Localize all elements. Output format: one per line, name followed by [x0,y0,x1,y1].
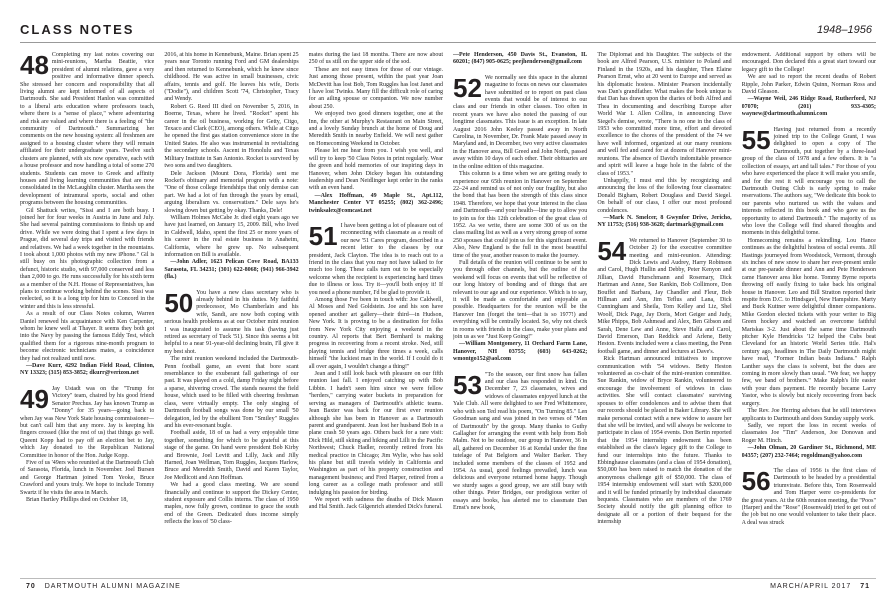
note-paragraph: Jay Ustadt was on the "Trump for Victory" team, chaired by his good friend Senator Prechus. Jay has known Trump as "Donny" for 35 years—going back to when Jay was New York State housing commissioner—but can't call him that any more. Jay is keeping his fingers crossed (like the rest of us) that things go well. Queent Kopp had to pay off an election bet to Jay, which Jay donated to the Republican National Committee in honor of the Hon. Judge Kopp. [20,385,155,459]
note-paragraph: As a result of our Class Notes column, Warren Daniel renewed his acquaintance with Ken Carpenter, whom he knew well at Thayer. It seems they both got into the Navy by passing the famous Eddy Test, which qualified them for a rigorous nine-month program to become electronic technicians mates, a coincidence they had not realized until now. [20,311,155,362]
note-paragraph: Rick Hartman announced initiatives to improve communication with '54 widows. Betty Heston volunteered as co-chair of the mini-reunion committee. Sue Rankin, widow of Bryce Rankin, volunteered to encourage the involvement of widows in class activities. She will contact classmates' surviving spouses to offer condolences and to advise them that our records should be placed in Baker Library. She will make personal contact with a new widow to assure her that she will be invited, and will always be welcome to participate in class of 1954 events. Don Bertin reported that the 1954 internship endowment has been established as the class's legacy gift to the College to fund our internships into the future. Thanks to Ebbinghause classmates (and a class of 1954 donation), $50,000 has been raised to match the donation of the anonymous challenge gift of $50,000. The class of 1954 internship endowment will start with $200,000 and it will be funded primarily by individual classmate bequests. Classmates who are members of the 1769 Society should notify the gift planning office to designate all or a portion of their bequest for the internship [597,356,732,526]
right-page-number: 71 [860,583,870,590]
class-year-number: 54 [597,235,627,266]
note-paragraph: 2016, at his home in Kennebunk, Maine. Brian spent 25 years near Toronto running Ford and GM dealerships and then returned to Kennebunk, which he knew since childhood. He was active in small businesses, civic affairs, tennis and golf. He leaves his wife, Doris ("Dodie"), and children Scott '74, Christopher, Tracy and Wendy. [164,52,299,103]
secretary-signature: —William Montgomery, 11 Orchard Farm Lane, Hanover, NH 03755; (603) 643-0262; wmontgo152@aol.com [452,341,588,363]
note-paragraph: The class of 1956 is the first class of Dartmouth to be headed by a presidential triumvirate. Before this, Tom Rosenwald and Tom Harper were co-presidents for the great years. At the 60th reunion meeting, the "Poos" (Harper) and the "Rose" (Rosenwald) tried to get out of the job but no one would volunteer to take their place. A deal was struck [741,467,876,526]
note-paragraph: Homecoming remains a rekindling. Lou Hance continues as the delightful hostess of social events. Jill Hastings journeyed from Woodstock, Vermont, through six inches of new snow to share her ever-present smile at our pre-parade dinner and Ann and Pete Henderson came Hanover area like home. Tommy Byrne reports throwing off easily fixing to take back his original house in Hanover. Leo and Bill Stratton reported their respite from D.C. to Hindsgavl, New Hampshire. Marty and Buck Kuttner were delightful dinner companions. Mike Gordon elected tickets with your writer to Big Green hockey and watched an overcome faithful Mariskas 3-2. Just about the same time Dartmouth pitcher Kyle Hendricks '12 helped the Cubs beat Cleveland for an historic World Series title. Hal's century ago, headlines in The Daily Dartmouth might have read, "Former Indian beats Indians." Ralph Lanther says the class is solvent, but the dues are coming in more slowly than usual. "We fear, we happy few, we band of brothers." Make Ralph's life easier with your dues payment. He recently became Larry Yastor, who is slowly but nicely recovering from back surgery. [741,237,876,407]
note-paragraph: Five of us '49ers who reunited at the Dartmouth Club of Sarasota, Florida, lunch in November. Joel Bursen and George Hartman joined Tom Yeoke, Bruce Crawford and yours truly. We hope to include Tommy Swartz if he visits the area in March. [20,459,155,496]
note-paragraph: Dele Jackson (Mount Dora, Florida) sent me Rocket's obituary and memorial program with a note: "One of those college friendships that only demise can part. We had a lot of fun through the years by email, arguing liberalism vs. conservatism." Dele says he's slowing down but getting by okay. Thanks, Dele! [164,170,299,214]
publication-name: DARTMOUTH ALUMNI MAGAZINE [44,583,181,590]
class-entry [741,465,876,527]
secretary-signature: —John Olman, 20 Gardiner St., Richmond, ME 04357; (207) 232-7464; rogoldman@yahoo.com [741,445,876,459]
notes-column [597,52,731,572]
note-paragraph: Please let me hear from you. I wish you well, and will try to keep '50 Class Notes in print regularly. Wear the green and hold memories of our inspiring days in Hanover, when John Dickey began his outstanding leadership and Dean Neidlinger kept order in the ranks with an even hand. [308,148,443,192]
note-paragraph: Jean and I still look back with pleasure on our fifth reunion last fall. I enjoyed catching up with Bob Libbin. I hadn't seen him since we were fellow "herders," carrying water buckets in preparation for serving as managers of Dartmouth's athletic teams. Jean Baxter was back for our first ever reunion although she has been in Hanover as a Dartmouth parent and grandparent. Jean lost her husband Bob in a plane crash 50 years ago. Others back for a rare visit: Dick Hild, still skiing and hiking and Lilli in the Pacific Northwest; Chuck Hadler, recently retired from his medical practice in Chicago; Jim Wylie, who has sold his plane but still travels widely in California and Washington as part of his property construction and management business; and Fred Harper, retired from a long career as a college math professor and still indulging his passion for birding. [308,371,443,496]
class-entry [309,52,443,215]
note-paragraph: This column is a time when we are getting ready to experience our 65th reunion in Hanover on September 22–24 and remind us of not only our fragility, but also the bond that has been the strength of this class since 1948. Therefore, we hope that your interest in the class and Dartmouth—and your health—line up to allow you to join us for this 12th celebration of the great class of 1952. As we write, there are some 300 of us on the class mailing list as well as a very strong group of some 250 spouses that could join us for this significant event. Also, New England is the full in the most beautiful time of the year, another reason to make the journey. [452,171,588,259]
note-paragraph: Among those I've been in touch with: Joe Caldwell, Al Moses and Ned Goldstein. Joe and his son have opened another art gallery—their third—in Hudson, New York. It is proving to be a destination for folks from New York City enjoying a weekend in the country. Al reports that Bert Bernhard is making progress in recovering from a recent stroke. Ned, still playing tennis and bridge three times a week, calls himself "the luckiest man in the world. If I could do it all over again, I wouldn't change a thing!" [308,297,443,370]
note-paragraph: We normally see this space in the alumni magazine to focus on news our classmates have submitted or to report on past class events that would be of interest to our class and our friends in other classes. Too often in recent years we have also noted the passing of our longtime classmates. This issue is an exception. In late August 2016 John Keeley passed away in North Carolina, in November, Dr. Frank Mate passed away in Maryland and, in December, two very active classmates in the Hanover area, Bill Greed and John North, passed away within 10 days of each other. Their obituaries are in the online edition of this magazine. [452,74,588,170]
note-paragraph: Full details of the reunion will continue to be sent to you through other channels, but the outline of the weekend will focus on events that will be reflective of our long history of bonding and of things that are relevant to our age and our experience. Which is to say, it will be made as comfortable and enjoyable as possible. Headquarters for the reunion will be the Hanover Inn (forget the tent—that is so 1977!) and everything will be centrally located. So, why not check in rooms with friends in the class, make your plans and join us as we "Just Keep Going!" [452,259,588,341]
footer-right [770,583,876,590]
note-paragraph: You have a new class secretary who is already behind in his duties. My faithful predecessor, Mo Chamberlain and his wife, Sandi, are now both coping with serious health problems as at our October mini reunion I was inaugurated to assume his task (having just retired as secretary of Tuck '51). Since this seems a bit helpful to a near 91-year-old declining brain, I'll give it my best shot. [164,289,299,355]
note-paragraph: We had a good class meeting. We are sound financially and continue to support the Dickey Center, student exposure and Collis interns. The class of 1950 maples, now fully grown, continue to grace the south end of the Green. Dedicated dues income simply reflects the loss of '50 class- [164,482,299,526]
class-entry [20,383,155,505]
footer-left [20,583,181,590]
note-paragraph: Football aside, 18 of us had a very enjoyable time together, something for which to be grateful at this stage of the game. On hand were president Bob Kirby and Brownie, Joel Levitt and Lilly, Jack and Jilly Harned, Joan Wellman, Tom Ruggles, Jacques Harlow, Bruce and Meredith Smith, David and Karen Taylor, Joe Medlicott and Ann Hoffman. [164,430,299,481]
note-paragraph: Sadly, we report the loss in recent weeks of classmates Joe "Tim" Anderson, Joe Donovan and Roger M. Hinch. [741,422,876,444]
class-year-number: 56 [741,465,771,496]
note-paragraph: "To the season, our first snow has fallen and our class has responded in kind. On December 7, 23 classmates, wives and widows of classmates enjoyed lunch at the Yale Club. All were delighted to see Fred Whittemore, who with son Ted read his poem, "On Turning 85." Len Goodman sang and was joined in two verses of "Men of Dartmouth" by the group. Many thanks to Guthy Gallagher for arranging the event with help from Bob Malm. Not to be outdone, our group in Hanover, 36 in all, gathered on December 16 at Kendal under the fine tutelage of Pat Belgiorn and Walter Barker. They included some members of the classes of 1952 and 1954. As usual, good feelings prevailed, lunch was delicious and everyone returned home happy. Though we sturdy sages a good group, we are still busy with other things. Peter Bridges, our prodigious writer of essays and books, has alerted me to classmate Dan Ernst's new book, [452,371,588,511]
secretary-signature: —John Adler, 1623 Pelican Cove Road, BA133 Sarasota, FL 34231; (301) 622-8068; (941) 966-3942 (fla.) [164,259,299,281]
class-entry [452,72,588,364]
note-paragraph: We returned to Hanover (September 30 to October 2) for the executive committee meeting and mini-reunion. Attending: Dick Lewis and Audrey, Harry Robinson and Carol, Hugh Hullin and Debby, Peter Kenyon and Jillian, David Hurschmann and Rosemary, Dick Hartman and Anne, Sue Rankin, Bob Collimore, Don Bouffet and Barbara, Jay Chandler and Fleur, Bob Hillman and Ann, Jim Teflus and Lana, Dick Cunningham and Sheila, Tom Kelley and Liz, Shel Woolf, Dick Page, Jay Doris, Mort Geiger and Judy, Mike Phipps, Bob Ashmead and Alex, Ben Gibson and Sarah, Dene Lew and Anne, Steve Halfa and Carol, David Emerson, Dan Reddick and Arlene, Betty Heston. Events included were a class meeting, the Penn football game, and dinner and lectures at Dave's. [597,237,732,355]
note-paragraph: We are sad to report the recent deaths of Robert Ripple, John Parker, Edwin Quinn, Norman Ross and David Gleason. [741,74,876,96]
secretary-signature: —Alex Hoffman, 49 Maple St., Apt.112, Manchester Center VT 05255; (802) 362-2496; twinksalex@comcast.net [308,192,443,214]
note-paragraph: Completing my last notes covering our mini-reunions, Martha Beattie, vice president of alumni relations, gave a very positive and informative dinner speech. She stressed her concern and responsibility that all living alumni are kept informed of all aspects of Dartmouth. She said President Hanlon was committed to a liberal arts education where professors teach, where there is a "sense of place," where adventuring and risk are valued and where there is a feeling of "the community of Dartmouth." Summarizing her comments on the new housing system: all freshmen are assigned to a housing cluster where they will remain affiliated for their undergraduate years. Twelve such clusters are planned, with six now operative, each with a house professor and now handling a total of some 270 students. Students can move to Greek and affinity houses and living learning communities that are now consolidated in the McLaughlin cluster. Martha sees the development of intramural sports, social and other programs between the housing communities. [20,52,155,207]
class-entry [597,52,731,230]
class-entry [597,235,732,527]
class-year-number: 49 [20,383,49,414]
note-paragraph: endowment. Additional support by others will be encouraged. Don declared this a great start toward our legacy gift to the College! [741,52,876,73]
class-entry [453,52,587,67]
note-paragraph: I have been getting a lot of pleasure out of reconnecting with classmate as a result of our new '51 Cares program, described in a recent letter to the classes by our president, Jack Clayton. The idea is to reach out to a friend in the class that you may not have talked to for much too long. These calls turn out to be especially welcome when the recipient is experiencing hard times due to illness or loss. Try it—you'll both enjoy it! If you need a phone number, I'd be glad to provide it. [308,222,443,296]
class-entry [452,369,588,513]
header-rule [20,42,876,43]
class-year-number: 52 [452,72,482,103]
class-year-number: 50 [164,287,194,318]
class-year-number: 53 [452,369,482,400]
class-notes-columns [20,52,876,572]
note-paragraph: We report with sadness the deaths of Dick Mason and Hal Smith. Jack Gilgenrich attended Dick's funeral. [308,496,443,511]
note-paragraph: The mini reunion weekend included the Dartmouth-Penn football game, an event that bore scant resemblance to the exuberant fall gatherings of our past. It was played on a cold, damp Friday night before a sparse, shivering crowd. The stands nearest the field house, which used to be filled with cheering freshman class, were virtually empty. The only singing of Dartmouth football songs was done by our small '50 delegation, led by the ebullient Tom "Smiley" Ruggles and his ever-resonant bugle. [164,356,299,429]
note-paragraph: We enjoyed two good dinners together, one at the Inn, the other at Murphy's Restaurant on Main Street, and a lovely Sunday brunch at the home of Doug and Meredith Smith in nearby Enfield. We will next gather on Homecoming Weekend in October. [308,111,443,147]
note-paragraph: mates during the last 18 months. There are now about 250 of us still on the upper side of the sod. [308,52,443,66]
note-paragraph: William Holmes McCabe Jr. died eight years ago we have just learned, on January 15, 2009. Bill, who lived in Caldwell, Idaho, spent the first 25 or more years of his career in the real estate business in Anaheim, California, where he grew up. No subsequent information on Bill is available. [164,214,299,258]
note-paragraph: Robert G. Reed III died on November 5, 2016, in Boerne, Texas, where he lived. "Rocket" spent his career in the oil business, working for Getty, Citgo, Texaco and Clark (CEO), among others. While at Citgo he opened the first gas station convenience store in the United States. He also was instrumental in revitalizing the secondary schools. Ascent in Honolulu and Texas Military Institute in San Antonio. Rocket is survived by two sons and two daughters. [164,103,299,170]
class-entry [164,287,299,527]
class-year-number: 55 [741,124,771,155]
secretary-signature: —Dave Kurr, 4292 Indian Field Road, Clinton, NY 13323; (315) 853-3852; dkurr@verizon.net [20,363,155,377]
class-entry [20,52,154,378]
note-paragraph: Brian Hartley Phillips died on October 18, [26,496,128,503]
notes-column [453,52,587,572]
note-paragraph: The Diplomat and his Daughter. The subjects of the book are Alfred Pearson, U.S. minister to Poland and Finland in the 1920s, and his daughter, Then Elaine Pearson Ernst, who at 20 went to Europe and served as his diplomatic hostess. Minister Pearson incidentally was Dan's grandfather. What makes the book unique is that Dan has drawn upon the diaries of both Alfred and Thea in documenting and describing Europe after World War I. Allen Collins, in announcing Dave Siegel's demise, wrote, "There is no one in the class of 1953 who committed more time, effort and devoted excellence to the chores of the president of the 74 we have well informed, organized at our many reunions and well fed and cared for at dozens of Hanover mini-reunions. The absence of David's indomitable presence and spirit will leave a huge hole in the fabric of the class of 1953." [597,52,732,177]
notes-column [20,52,154,572]
notes-column [742,52,876,572]
class-entry [308,220,443,512]
note-paragraph: Gil Shattuck writes, "Sissi and I are both busy. I joined her for four weeks in Austria in June and July. She had several painting commissions to finish up and drive. While we were doing that I spent a few days in Prague, did several day trips and visited with friends and relatives. We had a week together in the mountains. I took about 1,000 photos with my new iPhone." Gil is still busy on his photographic collection from a defunct, historic studio, with 97,000 conserved and less than 2,000 to go. He runs successfully for his sixth term as a member of the N.H. House of Representatives, has plans to continue working behind the scenes. Sissi was reelected, so it is a long trip for him to Concord in the winter and this is less stressful. [20,207,155,310]
note-paragraph: These are not easy times for those of our vintage. Just among those present, within the past year Joan McDevitt has lost Bob, Tom Ruggles has lost Janet and I have lost Twinks. Many fill the difficult role of caring for an ailing spouse or companion. We now number about 250. [308,66,443,110]
class-year-range: 1948–1956 [816,24,872,36]
note-paragraph: The Rev. Joe Herring advises that he still interviews applicants to Dartmouth and does Sunday supply work. [741,408,876,422]
note-paragraph: Having just returned from a recently joined trip to the College Grant, I was delighted to open a copy of The Dartmouth, put together by a three-lead group of the class of 1978 and a few others. It is "a collection of essays, art and tall tales." For those of you who have experienced the place it will make you smile, and for the rest it will encourage you to call the Dartmouth Outing Club is early spring to make reservations. The authors say, "We dedicate this book to our parents who nurtured us with the values and interests reflected in this book and who gave us the opportunity to attend Dartmouth." The majority of us who love the College will find shared thoughts and moments in this delightful tome. [741,126,876,237]
notes-column [309,52,443,572]
class-year-number: 48 [20,52,49,80]
notes-column [164,52,298,572]
section-title: CLASS NOTES [20,22,135,37]
class-entry [742,52,876,119]
class-entry [741,124,876,460]
class-year-number: 51 [308,220,338,251]
secretary-signature: —Pete Henderson, 450 Davis St., Evanston, IL 60201; (847) 905-0625; peejhenderson@gmail.com [452,52,588,66]
secretary-signature: —Mark N. Smelcer, 8 Gwynfor Drive, Jericho, NY 11753; (516) 938-3628; dartmark@gmail.com [597,214,732,229]
footer-rule [20,578,876,579]
secretary-signature: —Wayne Weil, 246 Ridge Road, Rutherford, NJ 07070; (201) 933-4305; waynew@dartmouth.alumni.com [741,96,876,118]
class-entry [164,52,298,282]
note-paragraph: Unhappily, I must end this by recognizing and announcing the loss of the following four classmates: Donald Bigham, Robert Douglass and David Siegel. On behalf of our class, I offer our most profound condolences. [597,177,732,214]
issue-date: MARCH/APRIL 2017 [770,583,852,590]
left-page-number: 70 [26,583,36,590]
